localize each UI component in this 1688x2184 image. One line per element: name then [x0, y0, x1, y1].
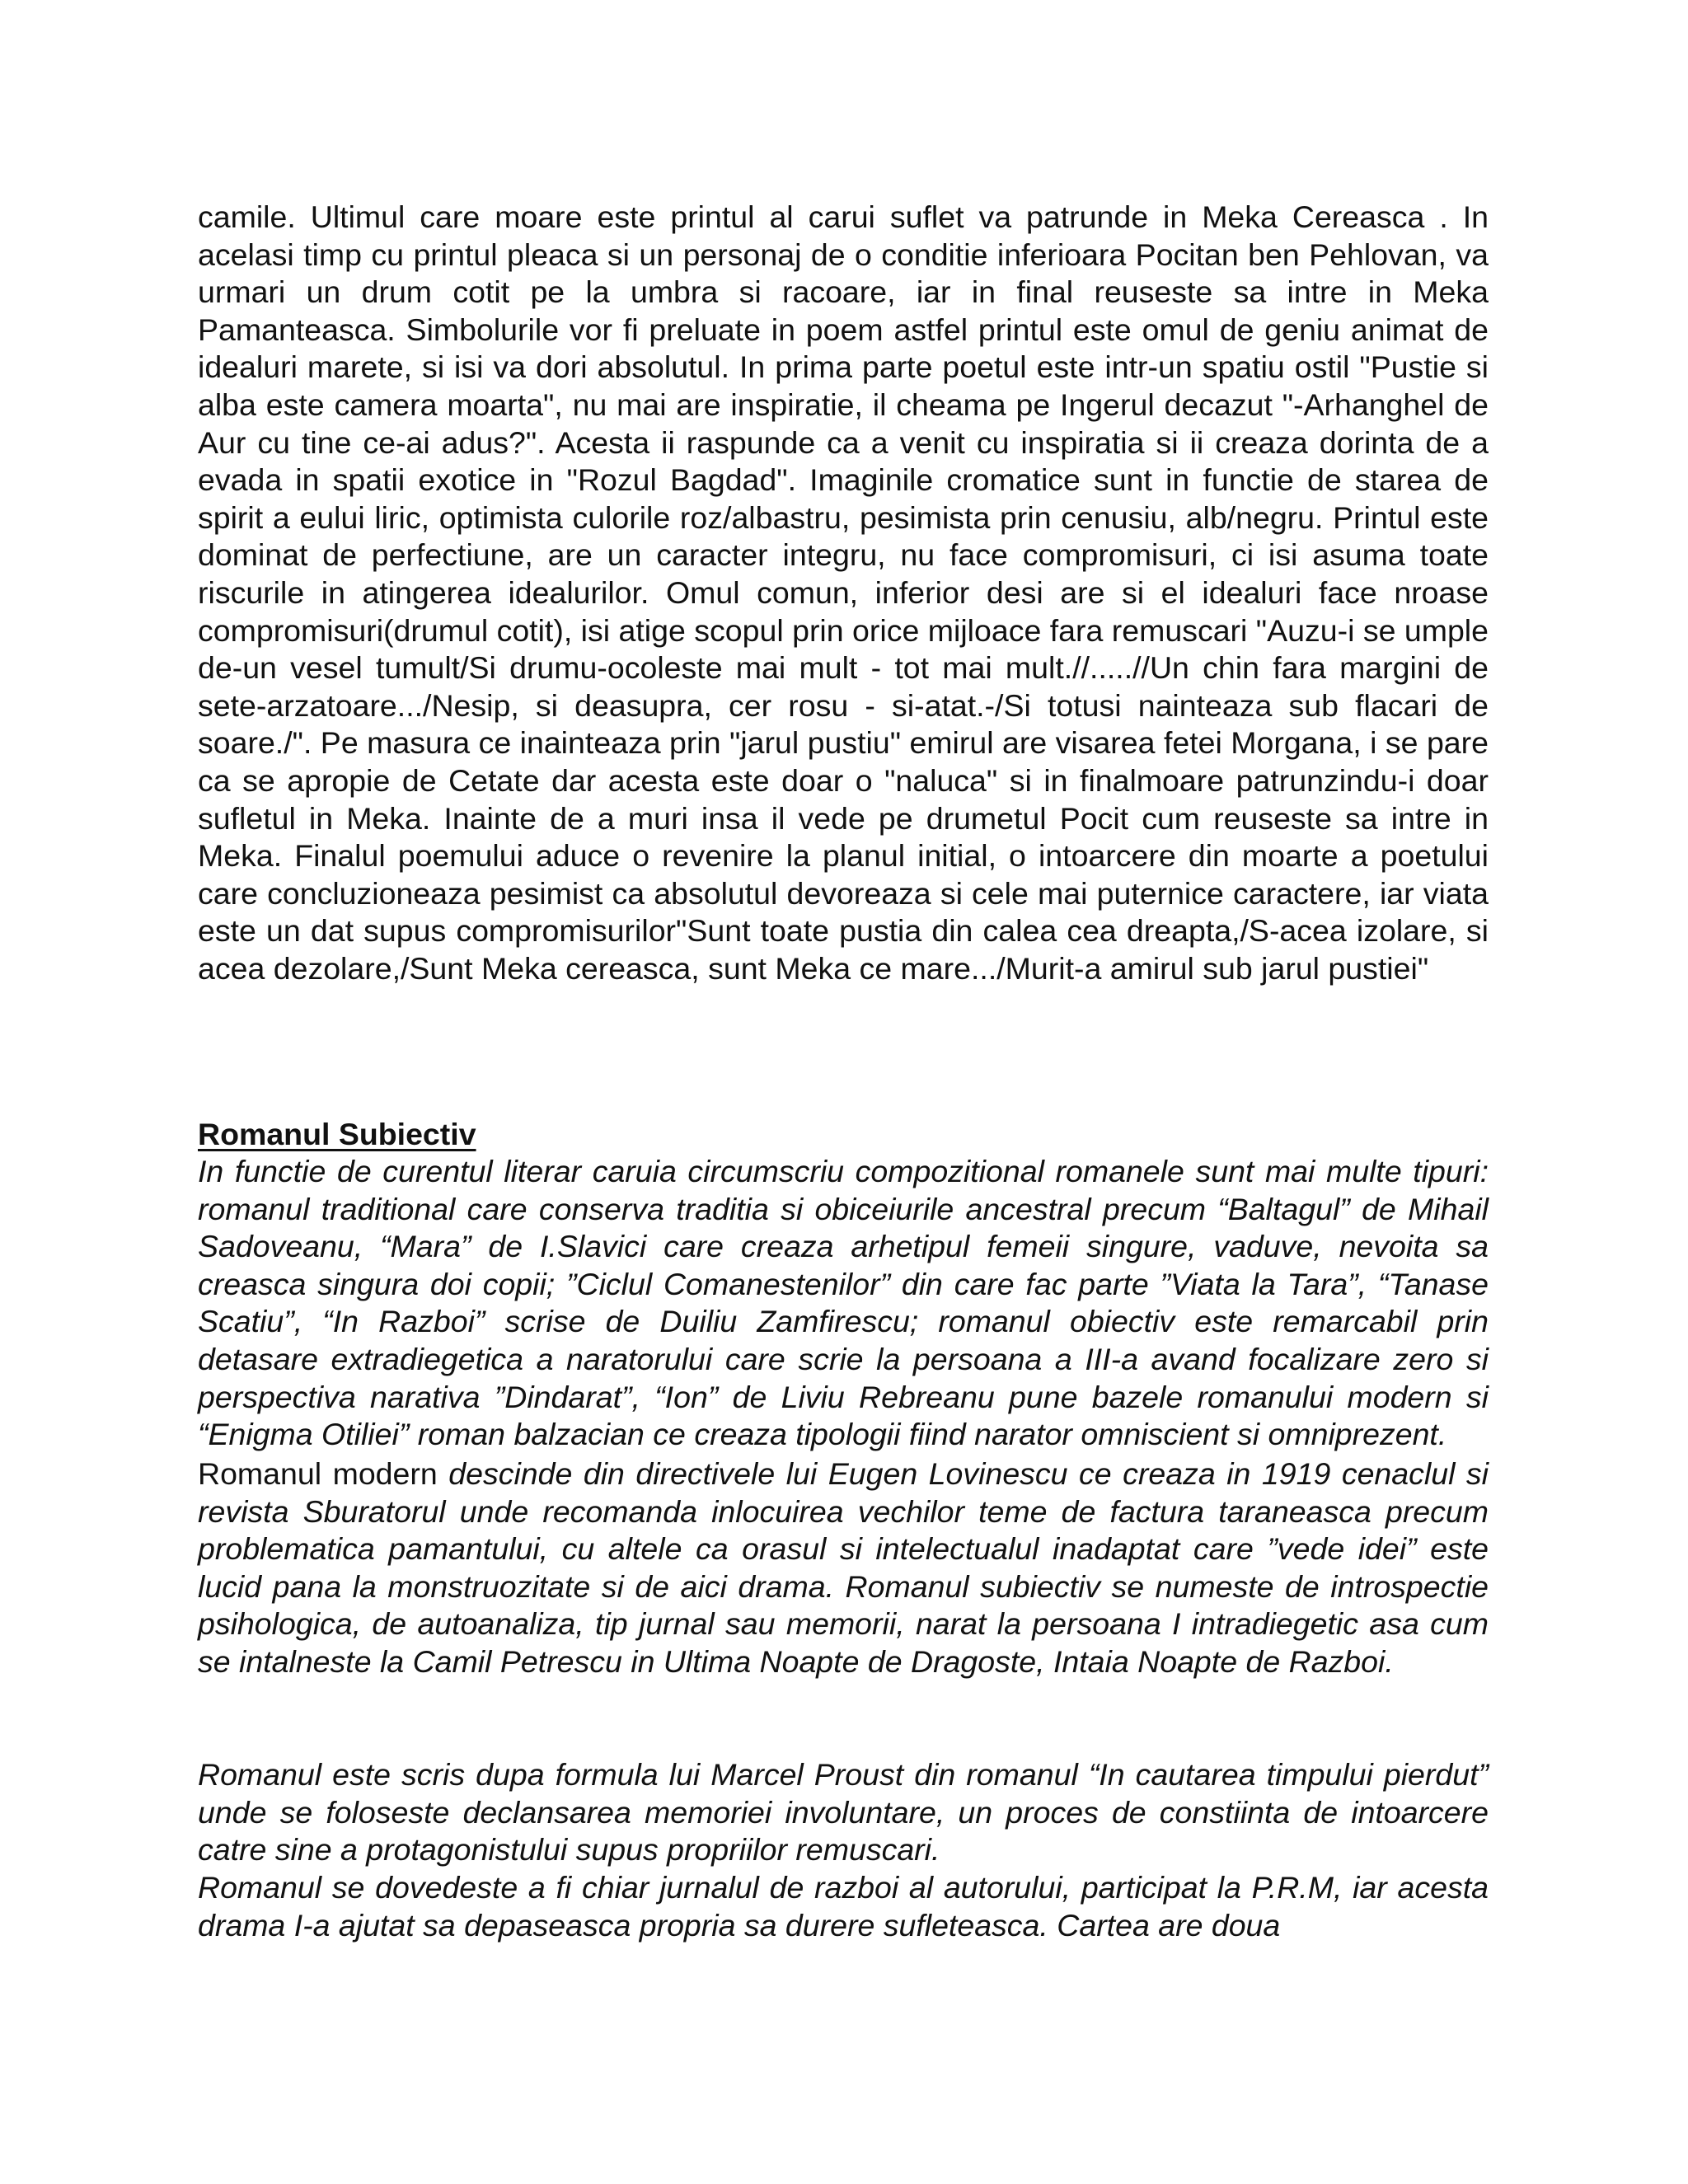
paragraph-modern-novel: [198, 1455, 1489, 1681]
paragraph-modern-novel-lead: Romanul modern: [198, 1456, 449, 1491]
paragraph-modern-novel-body: descinde din directivele lui Eugen Lovinescu ce creaza in 1919 cenaclul si revista Sburatorul unde recomanda inlocuirea vechilor teme de factura taraneasca precum problematica pamantului, cu altele ca orasul si intelectualul inadaptat care ”vede idei” este lucid pana la monstruozitate si de aici drama. Romanul subiectiv se numeste de introspectie psihologica, de autoanaliza, tip jurnal sau memorii, narat la persoana I intradiegetic asa cum se intalneste la Camil Petrescu in Ultima Noapte de Dragoste, Intaia Noapte de Razboi.: [198, 1456, 1489, 1679]
paragraph-novel-types: In functie de curentul literar caruia circumscriu compozitional romanele sunt mai multe tipuri: romanul traditional care conserva traditia si obiceiurile ancestral precum “Baltagul” de Mihail Sadoveanu, “Mara” de I.Slavici care creaza arhetipul femeii singure, vaduve, nevoita sa creasca singura doi copii; ”Ciclul Comanestenilor” din care fac parte ”Viata la Tara”, “Tanase Scatiu”, “In Razboi” scrise de Duiliu Zamfirescu; romanul obiectiv este remarcabil prin detasare extradiegetica a naratorului care scrie la persoana a III-a avand focalizare zero si perspectiva narativa ”Dindarat”, “Ion” de Liviu Rebreanu pune bazele romanului modern si “Enigma Otiliei” roman balzacian ce creaza tipologii fiind narator omniscient si omniprezent.: [198, 1154, 1489, 1452]
section-heading: Romanul Subiectiv: [198, 1117, 476, 1151]
paragraph-war-journal: Romanul se dovedeste a fi chiar jurnalul de razboi al autorului, participat la P.R.M, iar acesta drama I-a ajutat sa depaseasca propria sa durere sufleteasca. Cartea are doua: [198, 1870, 1489, 1943]
paragraph-poem-analysis: camile. Ultimul care moare este printul al carui suflet va patrunde in Meka Cereasca . In acelasi timp cu printul pleaca si un personaj de o conditie inferioara Pocitan ben Pehlovan, va urmari un drum cotit pe la umbra si racoare, iar in final reuseste sa intre in Meka Pamanteasca. Simbolurile vor fi preluate in poem astfel printul este omul de geniu animat de idealuri marete, si isi va dori absolutul. In prima parte poetul este intr-un spatiu ostil "Pustie si alba este camera moarta", nu mai are inspiratie, il cheama pe Ingerul decazut "-Arhanghel de Aur cu tine ce-ai adus?". Acesta ii raspunde ca a venit cu inspiratia si ii creaza dorinta de a evada in spatii exotice in "Rozul Bagdad". Imaginile cromatice sunt in functie de starea de spirit a eului liric, optimista culorile roz/albastru, pesimista prin cenusiu, alb/negru. Printul este dominat de perfectiune, are un caracter integru, nu face compromisuri, ci isi asuma toate riscurile in atingerea idealurilor. Omul comun, inferior desi are si el idealuri face nroase compromisuri(drumul cotit), isi atige scopul prin orice mijloace fara remuscari "Auzu-i se umple de-un vesel tumult/Si drumu-ocoleste mai mult - tot mai mult.//.....//Un chin fara margini de sete-arzatoare.../Nesip, si deasupra, cer rosu - si-atat.-/Si totusi nainteaza sub flacari de soare./". Pe masura ce inainteaza prin "jarul pustiu" emirul are visarea fetei Morgana, i se pare ca se apropie de Cetate dar acesta este doar o "naluca" si in finalmoare patrunzindu-i doar sufletul in Meka. Inainte de a muri insa il vede pe drumetul Pocit cum reuseste sa intre in Meka. Finalul poemului aduce o revenire la planul initial, o intoarcere din moarte a poetului care concluzioneaza pesimist ca absolutul devoreaza si cele mai puternice caractere, iar viata este un dat supus compromisurilor"Sunt toate pustia din calea cea dreapta,/S-acea izolare, si acea dezolare,/Sunt Meka cereasca, sunt Meka ce mare.../Murit-a amirul sub jarul pustiei": [198, 199, 1489, 986]
paragraph-proust-formula: Romanul este scris dupa formula lui Marcel Proust din romanul “In cautarea timpului pierdut” unde se foloseste declansarea memoriei involuntare, un proces de constiinta de intoarcere catre sine a protagonistului supus propriilor remuscari.: [198, 1757, 1489, 1868]
